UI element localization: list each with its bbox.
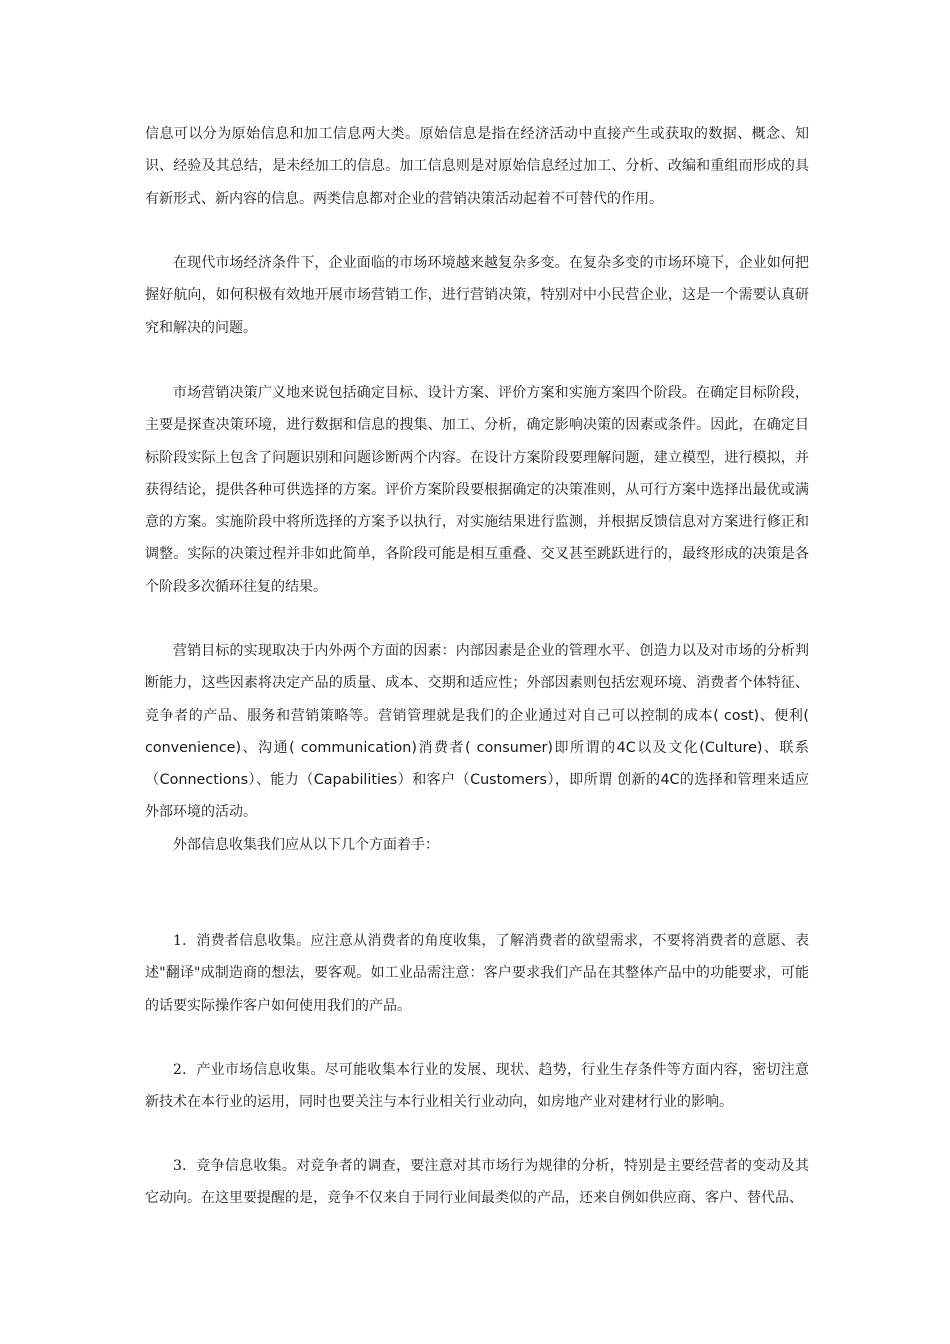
term-convenience: ( convenience) [145, 707, 809, 756]
paragraph-consumer-info: 1．消费者信息收集。应注意从消费者的角度收集，了解消费者的欲望需求，不要将消费者的意愿、表述"翻译"成制造商的想法，要客观。如工业品需注意：客户要求我们产品在其整体产品中的功能要求，可能的话要实际操作客户如何使用我们的产品。 [145, 933, 809, 1014]
text-segment: 消费者 [416, 739, 465, 756]
paragraph-competition-info: 3．竞争信息收集。对竞争者的调查，要注意对其市场行为规律的分析，特别是主要经营者的变动及其它动向。在这里要提醒的是，竞争不仅来自于同行业间最类似的产品，还来自例如供应商、客户、替代品、 [145, 1158, 809, 1207]
text-segment: 、沟通 [241, 739, 290, 756]
text-segment: 的选择和管理来适应外部环境的活动。 [145, 772, 810, 821]
term-connections: （Connections） [145, 772, 256, 789]
paragraph-external-info-intro: 外部信息收集我们应从以下几个方面着手： [173, 837, 439, 853]
text-segment: 和客户 [412, 772, 456, 789]
text-segment: 营销目标的实现取决于内外两个方面的因素：内部因素是企业的管理水平、创造力以及对市场的分析判断能力，这些因素将决定产品的质量、成本、交期和适应性；外部因素则包括宏观环境、消费者个体特征、竞争者的产品、服务和营销策略等。营销管理就是我们的企业通过对自己可以控制的成本 [145, 643, 809, 724]
paragraph-marketing-goals [145, 635, 809, 829]
term-4c-innovative: 4C [660, 772, 680, 789]
term-customers: （Customers） [455, 772, 555, 789]
text-segment: 、便利 [759, 707, 804, 724]
paragraph-industry-info: 2．产业市场信息收集。尽可能收集本行业的发展、现状、趋势，行业生存条件等方面内容，密切注意新技术在本行业的运用，同时也要关注与本行业相关行业动向，如房地产业对建材行业的影响。 [145, 1062, 809, 1111]
term-culture: (Culture) [699, 739, 763, 756]
text-segment: ，即所谓 创新的 [554, 772, 661, 789]
text-segment: 、联系 [762, 739, 810, 756]
text-segment: 、能力 [255, 772, 300, 789]
paragraph-decision-stages: 市场营销决策广义地来说包括确定目标、设计方案、评价方案和实施方案四个阶段。在确定目标阶段，主要是探查决策环境，进行数据和信息的搜集、加工、分析，确定影响决策的因素或条件。因此，在确定目标阶段实际上包含了问题识别和问题诊断两个内容。在设计方案阶段要理解问题，建立模型，进行模拟，并获得结论，提供各种可供选择的方案。评价方案阶段要根据确定的决策准则，从可行方案中选择出最优或满意的方案。实施阶段中将所选择的方案予以执行，对实施结果进行监测，并根据反馈信息对方案进行修正和调整。实际的决策过程并非如此简单，各阶段可能是相互重叠、交叉甚至跳跃进行的，最终形成的决策是各个阶段多次循环往复的结果。 [145, 385, 809, 595]
term-capabilities: （Capabilities） [299, 772, 413, 789]
term-communication: ( communication) [289, 739, 417, 756]
term-4c: 4C [616, 739, 636, 756]
paragraph-market-environment: 在现代市场经济条件下，企业面临的市场环境越来越复杂多变。在复杂多变的市场环境下，企业如何把握好航向，如何积极有效地开展市场营销工作，进行营销决策，特别对中小民营企业，这是一个需要认真研究和解决的问题。 [145, 255, 809, 336]
paragraph-information-types: 信息可以分为原始信息和加工信息两大类。原始信息是指在经济活动中直接产生或获取的数据、概念、知识、经验及其总结，是未经加工的信息。加工信息则是对原始信息经过加工、分析、改编和重组而形成的具有新形式、新内容的信息。两类信息都对企业的营销决策活动起着不可替代的作用。 [145, 126, 809, 207]
text-segment: 即所谓的 [553, 739, 617, 756]
term-cost: ( cost) [713, 707, 760, 724]
term-consumer: ( consumer) [465, 739, 553, 756]
text-segment: 以及文化 [635, 739, 700, 756]
